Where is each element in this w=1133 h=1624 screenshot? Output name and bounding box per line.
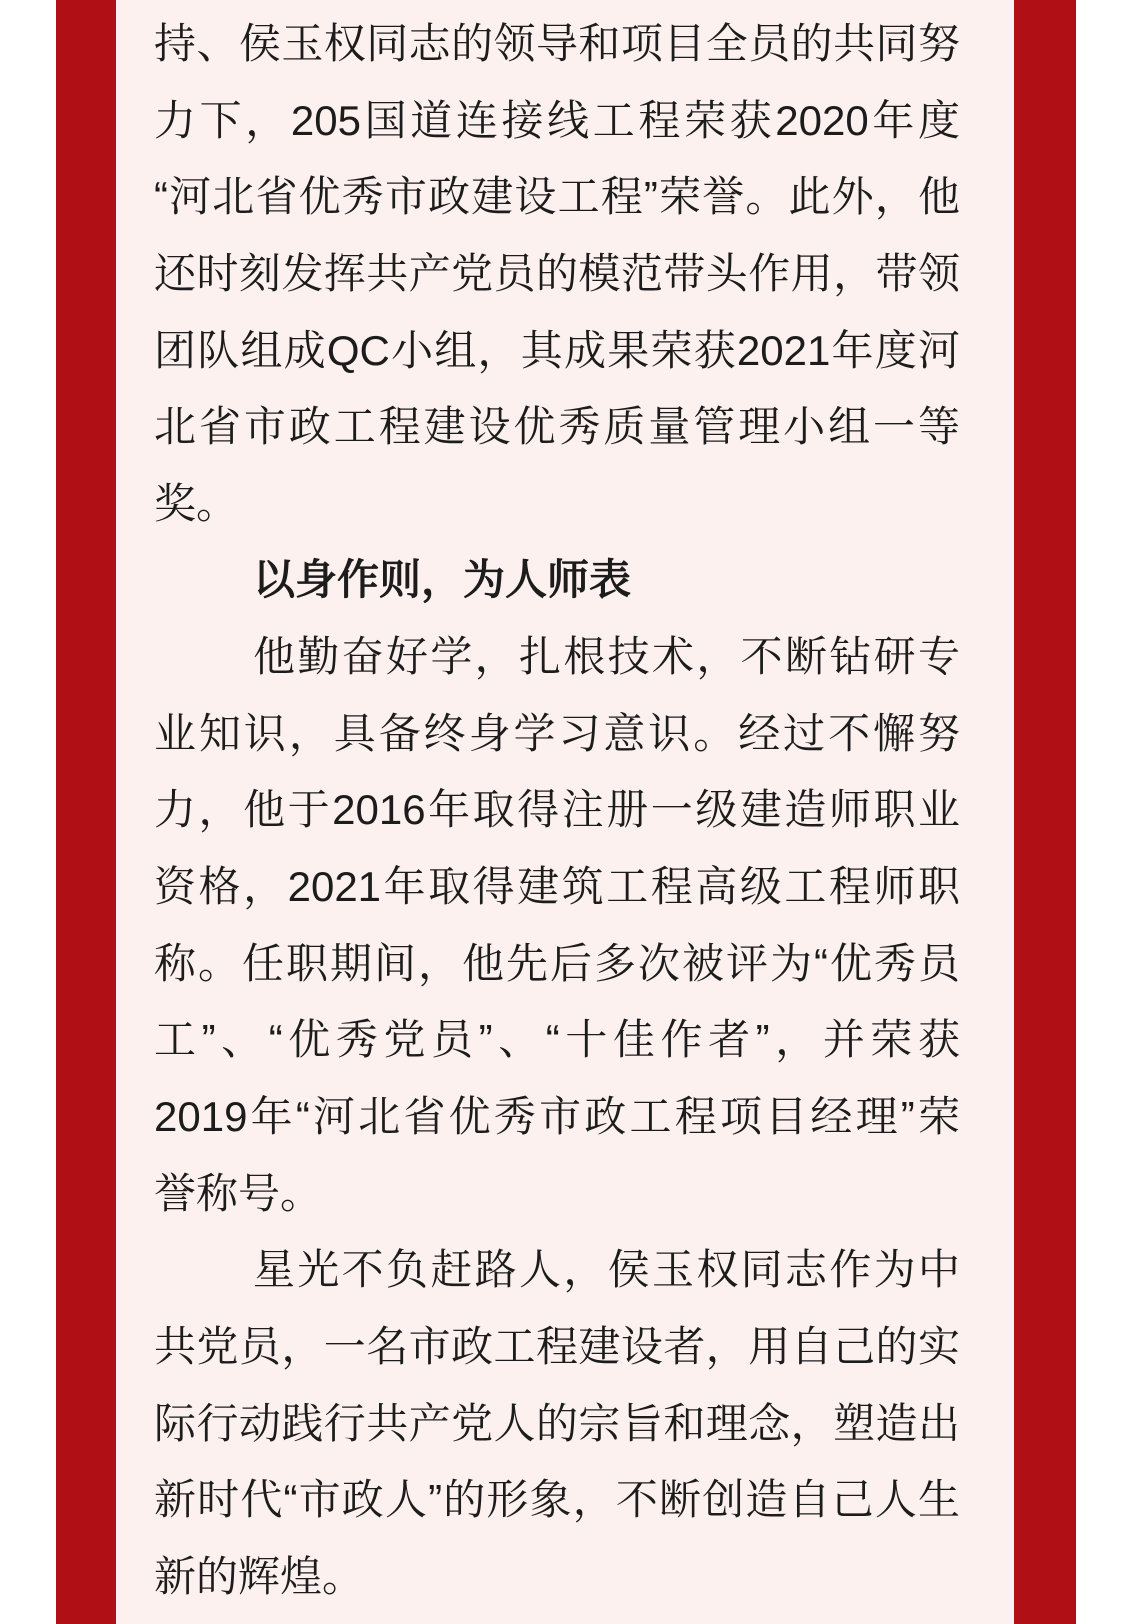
text-line: “河北省优秀市政建设工程”荣誉。此外，他 — [154, 173, 960, 221]
text-line: 2019年“河北省优秀市政工程项目经理”荣 — [154, 1092, 960, 1140]
text-line: 际行动践行共产党人的宗旨和理念，塑造出 — [154, 1399, 960, 1447]
text-line: 持、侯玉权同志的领导和项目全员的共同努 — [154, 20, 960, 67]
section-heading — [154, 542, 960, 619]
article-text-block — [116, 0, 960, 1615]
left-border-bar — [56, 0, 116, 1624]
text-line: 团队组成QC小组，其成果荣获2021年度河 — [154, 326, 960, 374]
text-line: 北省市政工程建设优秀质量管理小组一等 — [154, 403, 960, 451]
text-line: 力，他于2016年取得注册一级建造师职业 — [154, 786, 960, 834]
text-line: 资格，2021年取得建筑工程高级工程师职 — [154, 863, 960, 911]
paragraph-conclusion — [154, 1232, 960, 1615]
text-line: 新时代“市政人”的形象，不断创造自己人生 — [154, 1476, 960, 1524]
text-line: 新的辉煌。 — [154, 1552, 365, 1600]
heading-line: 以身作则，为人师表 — [253, 556, 632, 604]
paragraph-awards — [154, 6, 960, 542]
text-line: 工”、“优秀党员”、“十佳作者”，并荣获 — [154, 1016, 960, 1064]
right-border-bar — [1014, 0, 1076, 1624]
text-line: 称。任职期间，他先后多次被评为“优秀员 — [154, 939, 960, 987]
text-line: 业知识，具备终身学习意识。经过不懈努 — [154, 709, 960, 757]
text-line: 誉称号。 — [154, 1169, 323, 1217]
text-line: 奖。 — [154, 479, 239, 527]
text-line: 他勤奋好学，扎根技术，不断钻研专 — [253, 633, 960, 681]
text-line: 共党员，一名市政工程建设者，用自己的实 — [154, 1322, 960, 1370]
text-line: 星光不负赶路人，侯玉权同志作为中 — [253, 1246, 960, 1294]
article-content-panel — [116, 0, 1014, 1624]
text-line: 还时刻发挥共产党员的模范带头作用，带领 — [154, 249, 960, 297]
paragraph-qualifications — [154, 619, 960, 1232]
text-line: 力下，205国道连接线工程荣获2020年度 — [154, 96, 960, 144]
